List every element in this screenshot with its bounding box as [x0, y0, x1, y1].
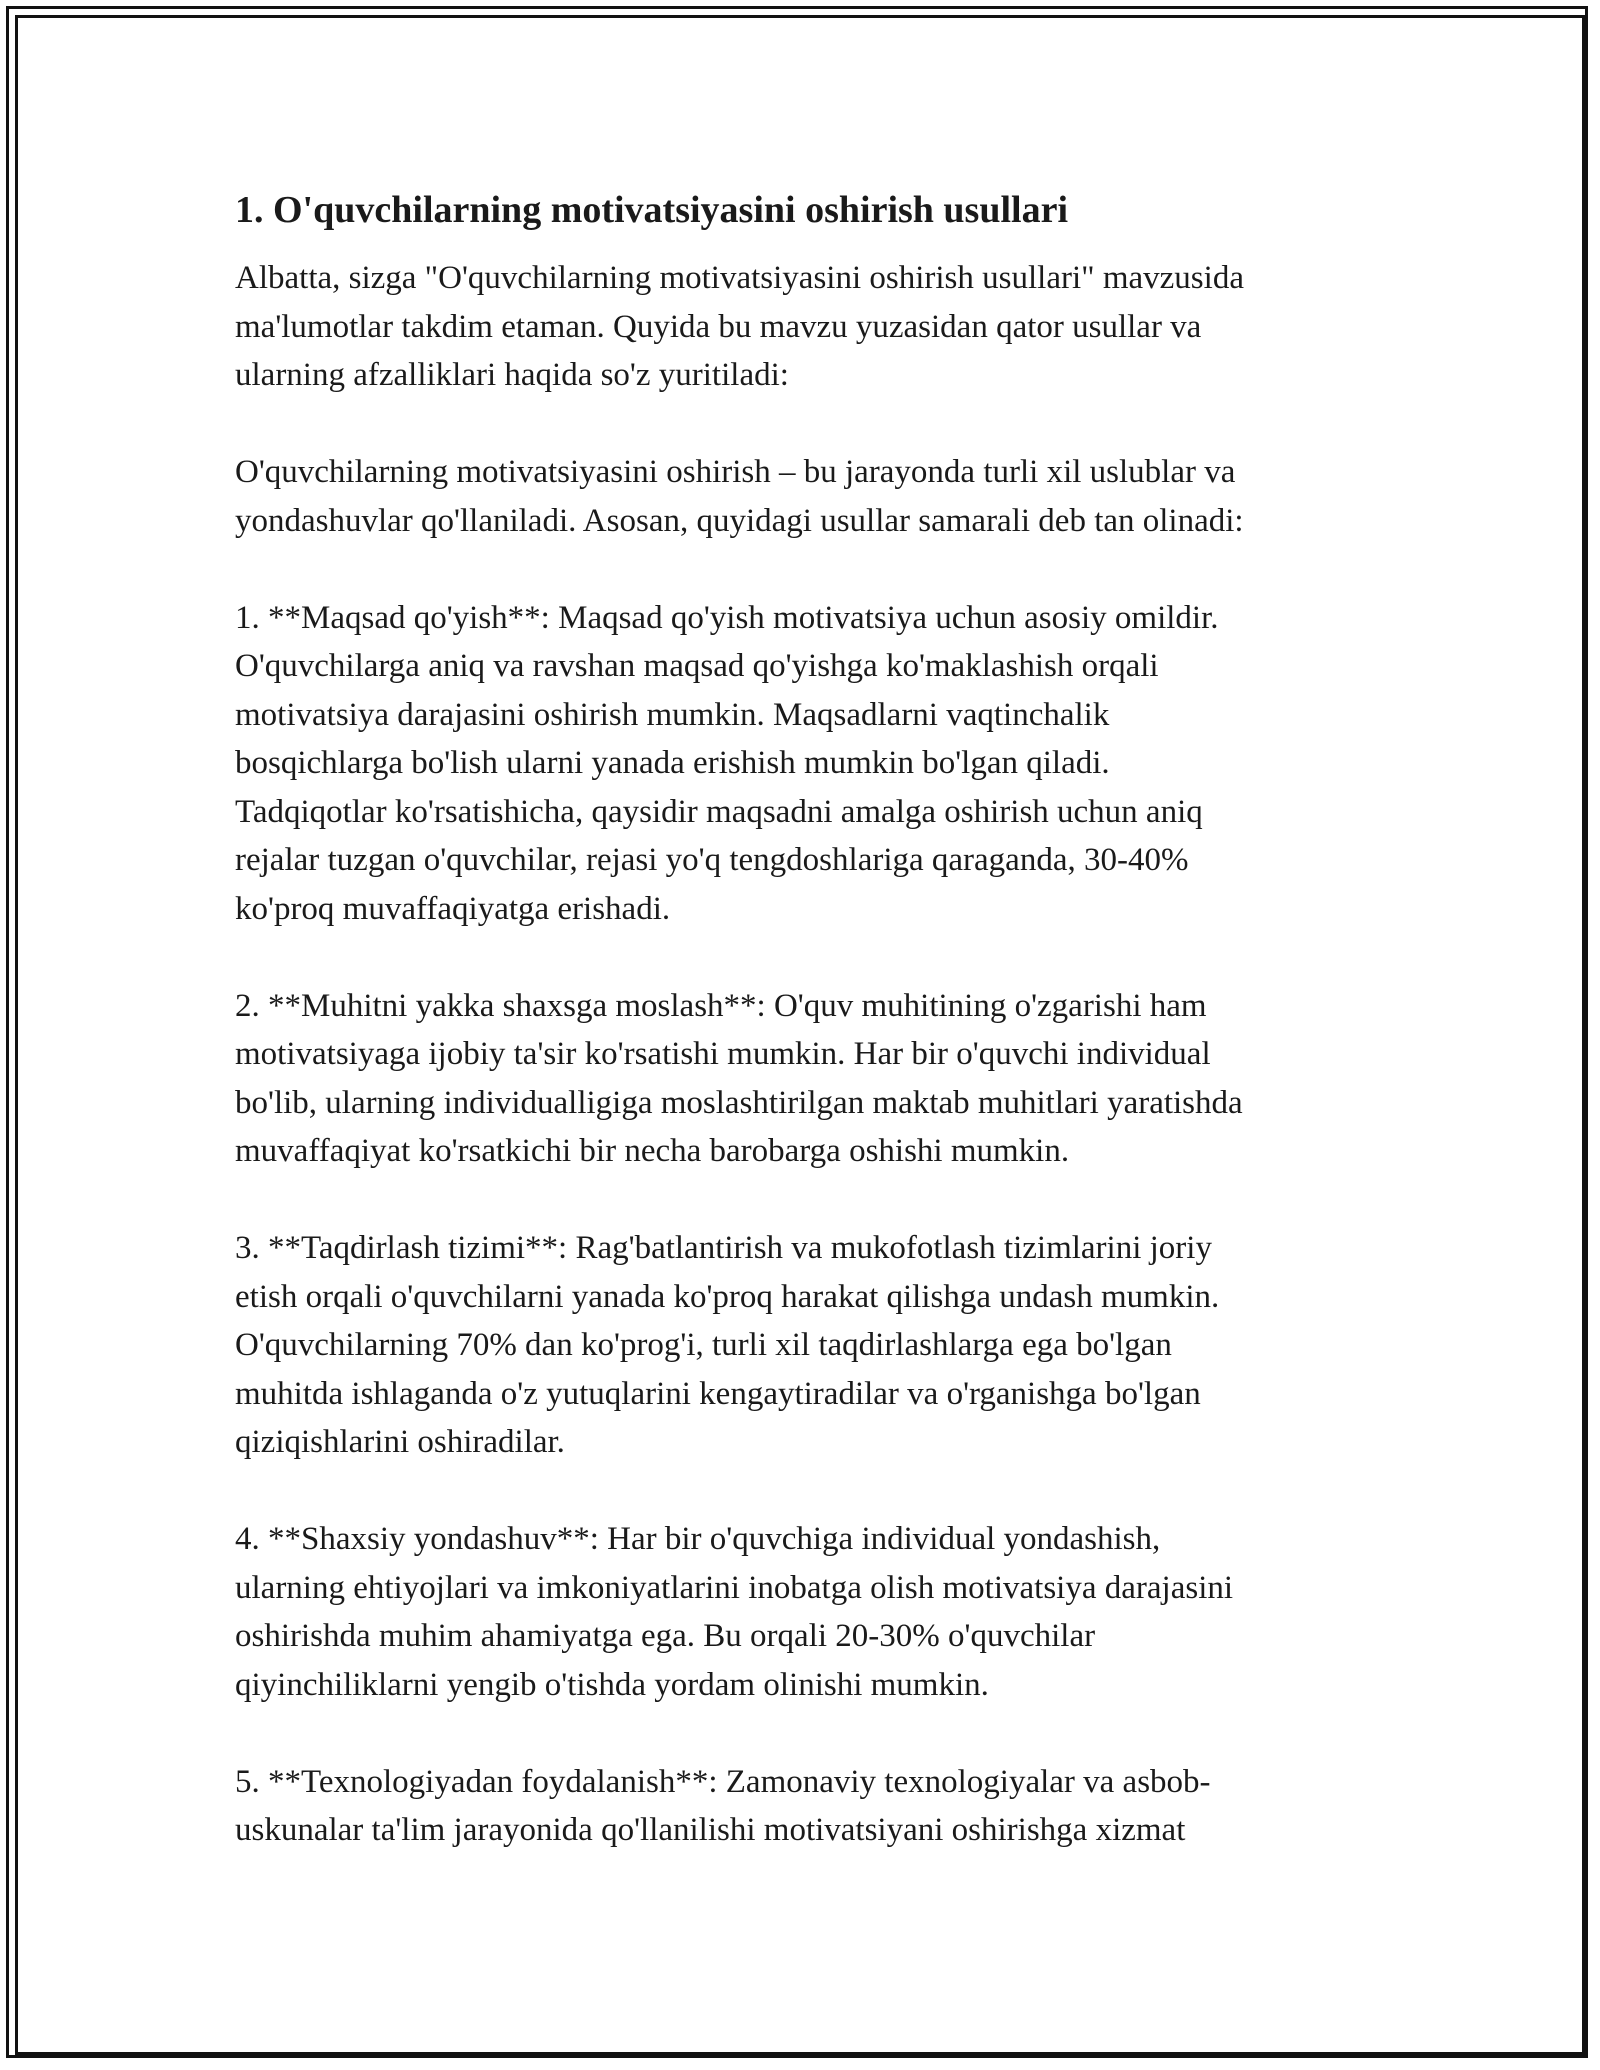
method-personal-approach: 4. **Shaxsiy yondashuv**: Har bir o'quvchiga individual yondashish, ularning ehtiyojlari va imkoniyatlarini inobatga olish motivatsiya darajasini oshirishda muhim ahamiyatga ega. Bu orqali 20-30% o'quvchilar qiyinchiliklarni yengib o'tishda yordam olinishi mumkin.	[235, 1521, 1234, 1703]
method-goal-setting: 1. **Maqsad qo'yish**: Maqsad qo'yish motivatsiya uchun asosiy omildir. O'quvchilarga aniq va ravshan maqsad qo'yishga ko'maklashish orqali motivatsiya darajasini oshirish mumkin. Maqsadlarni vaqtinchalik bosqichlarga bo'lish ularni yanada erishish mumkin bo'lgan qiladi. Tadqiqotlar ko'rsatishicha, qaysidir maqsadni amalga oshirish uchun aniq rejalar tuzgan o'quvchilar, rejasi yo'q tengdoshlariga qaraganda, 30-40% ko'proq muvaffaqiyatga erishadi.	[235, 599, 1219, 927]
method-reward-system: 3. **Taqdirlash tizimi**: Rag'batlantirish va mukofotlash tizimlarini joriy etish orqali o'quvchilarni yanada ko'proq harakat qilishga undash mumkin. O'quvchilarning 70% dan ko'prog'i, turli xil taqdirlashlarga ega bo'lgan muhitda ishlaganda o'z yutuqlarini kengaytiradilar va o'rganishga bo'lgan qiziqishlarini oshiradilar.	[235, 1230, 1220, 1460]
intro-paragraph: Albatta, sizga "O'quvchilarning motivatsiyasini oshirish usullari" mavzusida ma'lumotlar takdim etaman. Quyida bu mavzu yuzasidan qator usullar va ularning afzalliklari haqida so'z yuritiladi:	[235, 260, 1244, 393]
overview-paragraph: O'quvchilarning motivatsiyasini oshirish – bu jarayonda turli xil uslublar va yondashuvlar qo'llaniladi. Asosan, quyidagi usullar samarali deb tan olinadi:	[235, 454, 1244, 539]
document-body	[235, 186, 1365, 1903]
method-technology: 5. **Texnologiyadan foydalanish**: Zamonaviy texnologiyalar va asbob- uskunalar ta'lim jarayonida qo'llanilishi motivatsiyani oshirishga xizmat	[235, 1763, 1211, 1848]
page-title: 1. O'quvchilarning motivatsiyasini oshirish usullari	[235, 189, 1069, 231]
method-environment: 2. **Muhitni yakka shaxsga moslash**: O'quv muhitining o'zgarishi ham motivatsiyaga ijobiy ta'sir ko'rsatishi mumkin. Har bir o'quvchi individual bo'lib, ularning individualligiga moslashtirilgan maktab muhitlari yaratishda muvaffaqiyat ko'rsatkichi bir necha barobarga oshishi mumkin.	[235, 987, 1243, 1169]
